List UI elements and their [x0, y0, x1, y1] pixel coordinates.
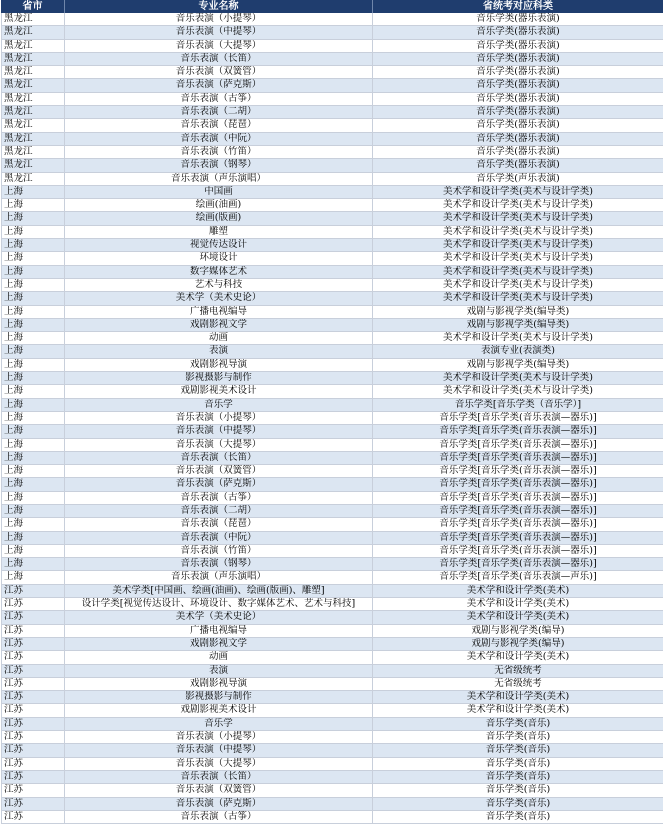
cell-province: 江苏 — [1, 638, 65, 650]
cell-province: 上海 — [1, 505, 65, 517]
cell-exam-category: 音乐学类[音乐学类(音乐表演—器乐)] — [439, 451, 597, 463]
table-row[interactable] — [1, 159, 663, 172]
table-row[interactable] — [1, 758, 663, 771]
cell-exam-category: 音乐学类(音乐) — [485, 744, 551, 756]
table-row[interactable] — [1, 359, 663, 372]
cell-major-name: 音乐学 — [65, 399, 373, 411]
cell-major-name: 视觉传达设计 — [65, 239, 373, 251]
cell-major-name: 音乐表演（长笛） — [65, 452, 373, 464]
cell-major-name: 设计学类[视觉传达设计、环境设计、数字媒体艺术、艺术与科技] — [65, 598, 373, 610]
cell-exam-category: 美术学和设计学类(美术与设计学类) — [443, 212, 593, 224]
cell-major-name: 戏剧影视导演 — [65, 359, 373, 371]
cell-major-name: 音乐表演（中提琴） — [65, 26, 373, 38]
header-exam-category[interactable]: 省统考对应科类 — [483, 1, 553, 12]
cell-exam-category: 音乐学类[音乐学类(音乐表演—器乐)] — [439, 425, 597, 437]
cell-major-name: 音乐表演（竹笛） — [65, 146, 373, 158]
cell-exam-category: 美术学和设计学类(美术与设计学类) — [443, 292, 593, 304]
cell-province: 黑龙江 — [1, 159, 65, 171]
table-row[interactable] — [1, 133, 663, 146]
cell-exam-category: 表演专业(表演类) — [481, 345, 555, 357]
cell-exam-category: 美术学和设计学类(美术与设计学类) — [443, 372, 593, 384]
table-row[interactable] — [1, 372, 663, 385]
cell-major-name: 音乐表演（中阮） — [65, 532, 373, 544]
cell-exam-category: 无省级统考 — [494, 677, 542, 689]
cell-major-name: 影视摄影与制作 — [65, 691, 373, 703]
cell-province: 上海 — [1, 226, 65, 238]
cell-exam-category: 音乐学类(音乐) — [485, 784, 551, 796]
table-row[interactable] — [1, 731, 663, 744]
cell-province: 上海 — [1, 425, 65, 437]
cell-exam-category: 音乐学类(器乐表演) — [476, 159, 560, 171]
cell-province: 黑龙江 — [1, 13, 65, 25]
cell-exam-category: 美术学和设计学类(美术与设计学类) — [443, 385, 593, 397]
cell-province: 江苏 — [1, 771, 65, 783]
cell-exam-category: 美术学和设计学类(美术与设计学类) — [443, 199, 593, 211]
cell-exam-category: 美术学和设计学类(美术) — [466, 704, 570, 716]
cell-province: 黑龙江 — [1, 119, 65, 131]
cell-major-name: 音乐表演（双簧管） — [65, 66, 373, 78]
cell-major-name: 音乐表演（中提琴） — [65, 425, 373, 437]
table-row[interactable] — [1, 186, 663, 199]
cell-major-name: 戏剧影视美术设计 — [65, 385, 373, 397]
cell-province: 上海 — [1, 292, 65, 304]
cell-major-name: 表演 — [65, 665, 373, 677]
table-row[interactable] — [1, 212, 663, 225]
cell-province: 上海 — [1, 571, 65, 583]
cell-exam-category: 戏剧与影视学类(编导类) — [466, 358, 570, 370]
table-row[interactable] — [1, 492, 663, 505]
cell-province: 江苏 — [1, 598, 65, 610]
cell-exam-category: 无省级统考 — [494, 664, 542, 676]
cell-major-name: 广播电视编导 — [65, 625, 373, 637]
table-row[interactable] — [1, 279, 663, 292]
cell-exam-category: 音乐学类(音乐) — [485, 797, 551, 809]
cell-province: 黑龙江 — [1, 66, 65, 78]
cell-exam-category: 音乐学类[音乐学类(音乐表演—声乐)] — [439, 571, 597, 583]
cell-exam-category: 美术学和设计学类(美术) — [466, 584, 570, 596]
cell-province: 江苏 — [1, 758, 65, 770]
cell-exam-category: 音乐学类[音乐学类(音乐表演—器乐)] — [439, 491, 597, 503]
cell-province: 上海 — [1, 279, 65, 291]
cell-exam-category: 音乐学类(器乐表演) — [476, 13, 560, 24]
table-row[interactable] — [1, 518, 663, 531]
cell-exam-category: 音乐学类(音乐) — [485, 810, 551, 822]
cell-major-name: 音乐表演（钢琴） — [65, 558, 373, 570]
cell-exam-category: 音乐学类[音乐学类(音乐表演—器乐)] — [439, 518, 597, 530]
cell-exam-category: 音乐学类(音乐) — [485, 757, 551, 769]
cell-major-name: 音乐表演（萨克斯） — [65, 79, 373, 91]
cell-exam-category: 音乐学类(器乐表演) — [476, 92, 560, 104]
cell-province: 上海 — [1, 518, 65, 530]
cell-exam-category: 美术学和设计学类(美术与设计学类) — [443, 225, 593, 237]
table-row[interactable] — [1, 452, 663, 465]
cell-exam-category: 美术学和设计学类(美术与设计学类) — [443, 252, 593, 264]
table-row[interactable] — [1, 545, 663, 558]
cell-major-name: 中国画 — [65, 186, 373, 198]
cell-province: 上海 — [1, 465, 65, 477]
cell-major-name: 音乐表演（中阮） — [65, 133, 373, 145]
cell-province: 江苏 — [1, 731, 65, 743]
cell-province: 上海 — [1, 439, 65, 451]
cell-major-name: 音乐表演（小提琴） — [65, 731, 373, 743]
cell-province: 江苏 — [1, 704, 65, 716]
cell-province: 上海 — [1, 212, 65, 224]
header-major-name[interactable]: 专业名称 — [65, 0, 373, 13]
cell-exam-category: 音乐学类(器乐表演) — [476, 132, 560, 144]
table-row[interactable] — [1, 199, 663, 212]
cell-major-name: 戏剧影视文学 — [65, 638, 373, 650]
table-row[interactable] — [1, 598, 663, 611]
table-row[interactable] — [1, 439, 663, 452]
table-row[interactable] — [1, 611, 663, 624]
cell-province: 黑龙江 — [1, 133, 65, 145]
cell-exam-category: 音乐学类(音乐) — [485, 717, 551, 729]
cell-province: 上海 — [1, 266, 65, 278]
cell-major-name: 音乐表演（琵琶） — [65, 119, 373, 131]
cell-major-name: 戏剧影视导演 — [65, 678, 373, 690]
cell-exam-category: 音乐学类(器乐表演) — [476, 52, 560, 64]
cell-province: 上海 — [1, 186, 65, 198]
table-row[interactable] — [1, 146, 663, 159]
cell-province: 江苏 — [1, 691, 65, 703]
table-row[interactable] — [1, 252, 663, 265]
cell-province: 上海 — [1, 332, 65, 344]
table-row[interactable] — [1, 625, 663, 638]
table-row[interactable] — [1, 798, 663, 811]
cell-major-name: 美术学（美术史论） — [65, 292, 373, 304]
table-row[interactable] — [1, 292, 663, 305]
table-row[interactable] — [1, 704, 663, 717]
table-row[interactable] — [1, 718, 663, 731]
cell-major-name: 音乐表演（中提琴） — [65, 744, 373, 756]
cell-major-name: 艺术与科技 — [65, 279, 373, 291]
cell-province: 上海 — [1, 532, 65, 544]
table-row[interactable] — [1, 505, 663, 518]
cell-major-name: 音乐表演（竹笛） — [65, 545, 373, 557]
cell-province: 江苏 — [1, 798, 65, 810]
cell-exam-category: 美术学和设计学类(美术) — [466, 691, 570, 703]
table-row[interactable] — [1, 744, 663, 757]
table-row[interactable] — [1, 425, 663, 438]
cell-exam-category: 戏剧与影视学类(编导) — [471, 637, 565, 649]
table-row[interactable] — [1, 558, 663, 571]
cell-exam-category: 音乐学类(器乐表演) — [476, 106, 560, 118]
table-row[interactable] — [1, 771, 663, 784]
cell-exam-category: 音乐学类(音乐) — [485, 770, 551, 782]
cell-major-name: 动画 — [65, 332, 373, 344]
table-row[interactable] — [1, 93, 663, 106]
cell-exam-category: 音乐学类(器乐表演) — [476, 119, 560, 131]
cell-exam-category: 音乐学类(音乐) — [485, 731, 551, 743]
table-row[interactable] — [1, 226, 663, 239]
cell-province: 黑龙江 — [1, 173, 65, 185]
cell-province: 上海 — [1, 199, 65, 211]
cell-exam-category: 音乐学类(器乐表演) — [476, 66, 560, 78]
cell-major-name: 美术学类[中国画、绘画(油画)、绘画(版画)、雕塑] — [65, 585, 373, 597]
cell-province: 江苏 — [1, 651, 65, 663]
cell-province: 江苏 — [1, 744, 65, 756]
cell-exam-category: 美术学和设计学类(美术) — [466, 651, 570, 663]
cell-major-name: 音乐表演（二胡） — [65, 106, 373, 118]
cell-province: 江苏 — [1, 718, 65, 730]
cell-major-name: 绘画(油画) — [65, 199, 373, 211]
cell-major-name: 音乐表演（琵琶） — [65, 518, 373, 530]
table-row[interactable] — [1, 811, 663, 824]
table-row[interactable] — [1, 465, 663, 478]
cell-exam-category: 音乐学类[音乐学类(音乐表演—器乐)] — [439, 504, 597, 516]
cell-major-name: 音乐表演（古筝） — [65, 93, 373, 105]
cell-exam-category: 音乐学类(器乐表演) — [476, 145, 560, 157]
cell-major-name: 音乐表演（钢琴） — [65, 159, 373, 171]
cell-major-name: 戏剧影视文学 — [65, 319, 373, 331]
cell-exam-category: 音乐学类[音乐学类(音乐表演—器乐)] — [439, 411, 597, 423]
admission-table — [1, 0, 663, 824]
cell-province: 上海 — [1, 345, 65, 357]
table-row[interactable] — [1, 266, 663, 279]
table-row[interactable] — [1, 26, 663, 39]
cell-province: 上海 — [1, 492, 65, 504]
table-row[interactable] — [1, 665, 663, 678]
cell-major-name: 音乐表演（古筝） — [65, 492, 373, 504]
table-row[interactable] — [1, 399, 663, 412]
cell-major-name: 音乐表演（双簧管） — [65, 784, 373, 796]
table-row[interactable] — [1, 385, 663, 398]
cell-exam-category: 美术学和设计学类(美术与设计学类) — [443, 185, 593, 197]
cell-exam-category: 音乐学类[音乐学类(音乐表演—器乐)] — [439, 438, 597, 450]
cell-exam-category: 音乐学类[音乐学类(音乐表演—器乐)] — [439, 544, 597, 556]
cell-major-name: 音乐表演（大提琴） — [65, 758, 373, 770]
table-row[interactable] — [1, 40, 663, 53]
cell-province: 江苏 — [1, 625, 65, 637]
cell-major-name: 音乐学 — [65, 718, 373, 730]
table-row[interactable] — [1, 532, 663, 545]
table-body — [1, 13, 663, 824]
cell-province: 上海 — [1, 319, 65, 331]
cell-major-name: 数字媒体艺术 — [65, 266, 373, 278]
cell-province: 上海 — [1, 558, 65, 570]
cell-major-name: 音乐表演（双簧管） — [65, 465, 373, 477]
table-row[interactable] — [1, 412, 663, 425]
cell-major-name: 雕塑 — [65, 226, 373, 238]
cell-exam-category: 音乐学类(器乐表演) — [476, 39, 560, 51]
cell-exam-category: 音乐学类[音乐学类(音乐表演—器乐)] — [439, 465, 597, 477]
cell-province: 上海 — [1, 385, 65, 397]
cell-province: 上海 — [1, 478, 65, 490]
cell-province: 江苏 — [1, 811, 65, 823]
cell-province: 上海 — [1, 545, 65, 557]
cell-exam-category: 美术学和设计学类(美术) — [466, 598, 570, 610]
cell-exam-category: 美术学和设计学类(美术与设计学类) — [443, 278, 593, 290]
table-row[interactable] — [1, 345, 663, 358]
cell-province: 黑龙江 — [1, 106, 65, 118]
cell-exam-category: 音乐学类[音乐学类(音乐表演—器乐)] — [439, 558, 597, 570]
cell-major-name: 戏剧影视美术设计 — [65, 704, 373, 716]
cell-province: 上海 — [1, 359, 65, 371]
cell-province: 上海 — [1, 239, 65, 251]
cell-major-name: 音乐表演（大提琴） — [65, 439, 373, 451]
cell-province: 上海 — [1, 372, 65, 384]
cell-province: 上海 — [1, 412, 65, 424]
table-row[interactable] — [1, 332, 663, 345]
table-row[interactable] — [1, 319, 663, 332]
cell-province: 江苏 — [1, 585, 65, 597]
table-row[interactable] — [1, 784, 663, 797]
table-header — [1, 0, 663, 13]
cell-exam-category: 戏剧与影视学类(编导类) — [466, 305, 570, 317]
cell-major-name: 音乐表演（萨克斯） — [65, 798, 373, 810]
cell-major-name: 音乐表演（长笛） — [65, 53, 373, 65]
cell-exam-category: 音乐学类[音乐学类(音乐表演—器乐)] — [439, 531, 597, 543]
cell-exam-category: 音乐学类(器乐表演) — [476, 26, 560, 38]
cell-province: 江苏 — [1, 611, 65, 623]
cell-province: 黑龙江 — [1, 26, 65, 38]
cell-major-name: 影视摄影与制作 — [65, 372, 373, 384]
cell-major-name: 音乐表演（长笛） — [65, 771, 373, 783]
table-row[interactable] — [1, 13, 663, 26]
cell-province: 黑龙江 — [1, 79, 65, 91]
table-row[interactable] — [1, 638, 663, 651]
cell-major-name: 美术学（美术史论） — [65, 611, 373, 623]
cell-major-name: 绘画(版画) — [65, 212, 373, 224]
cell-exam-category: 音乐学类[音乐学类（音乐学）] — [454, 398, 582, 410]
cell-province: 上海 — [1, 452, 65, 464]
table-row[interactable] — [1, 306, 663, 319]
cell-province: 上海 — [1, 306, 65, 318]
cell-province: 江苏 — [1, 665, 65, 677]
cell-major-name: 音乐表演（古筝） — [65, 811, 373, 823]
table-row[interactable] — [1, 66, 663, 79]
cell-exam-category: 美术学和设计学类(美术与设计学类) — [443, 265, 593, 277]
cell-province: 江苏 — [1, 678, 65, 690]
cell-major-name: 环境设计 — [65, 252, 373, 264]
cell-major-name: 音乐表演（声乐演唱） — [65, 571, 373, 583]
cell-exam-category: 音乐学类(声乐表演) — [476, 172, 560, 184]
header-province[interactable]: 省市 — [1, 0, 65, 13]
table-row[interactable] — [1, 478, 663, 491]
cell-exam-category: 戏剧与影视学类(编导) — [471, 624, 565, 636]
table-row[interactable] — [1, 678, 663, 691]
cell-major-name: 广播电视编导 — [65, 306, 373, 318]
cell-province: 黑龙江 — [1, 53, 65, 65]
table-row[interactable] — [1, 79, 663, 92]
cell-exam-category: 美术学和设计学类(美术) — [466, 611, 570, 623]
cell-province: 上海 — [1, 399, 65, 411]
table-row[interactable] — [1, 239, 663, 252]
cell-province: 江苏 — [1, 784, 65, 796]
table-row[interactable] — [1, 691, 663, 704]
cell-exam-category: 美术学和设计学类(美术与设计学类) — [443, 332, 593, 344]
cell-province: 黑龙江 — [1, 93, 65, 105]
table-row[interactable] — [1, 585, 663, 598]
table-row[interactable] — [1, 106, 663, 119]
table-row[interactable] — [1, 651, 663, 664]
cell-major-name: 音乐表演（大提琴） — [65, 40, 373, 52]
cell-major-name: 音乐表演（二胡） — [65, 505, 373, 517]
cell-exam-category: 音乐学类[音乐学类(音乐表演—器乐)] — [439, 478, 597, 490]
cell-province: 黑龙江 — [1, 40, 65, 52]
cell-major-name: 动画 — [65, 651, 373, 663]
cell-major-name: 音乐表演（声乐演唱） — [65, 173, 373, 185]
cell-exam-category: 美术学和设计学类(美术与设计学类) — [443, 239, 593, 251]
cell-exam-category: 音乐学类(器乐表演) — [476, 79, 560, 91]
cell-major-name: 表演 — [65, 345, 373, 357]
cell-major-name: 音乐表演（萨克斯） — [65, 478, 373, 490]
cell-major-name: 音乐表演（小提琴） — [65, 13, 373, 25]
cell-province: 黑龙江 — [1, 146, 65, 158]
table-row[interactable] — [1, 173, 663, 186]
table-row[interactable] — [1, 53, 663, 66]
cell-exam-category: 戏剧与影视学类(编导类) — [466, 318, 570, 330]
cell-major-name: 音乐表演（小提琴） — [65, 412, 373, 424]
cell-province: 上海 — [1, 252, 65, 264]
table-row[interactable] — [1, 119, 663, 132]
table-row[interactable] — [1, 571, 663, 584]
